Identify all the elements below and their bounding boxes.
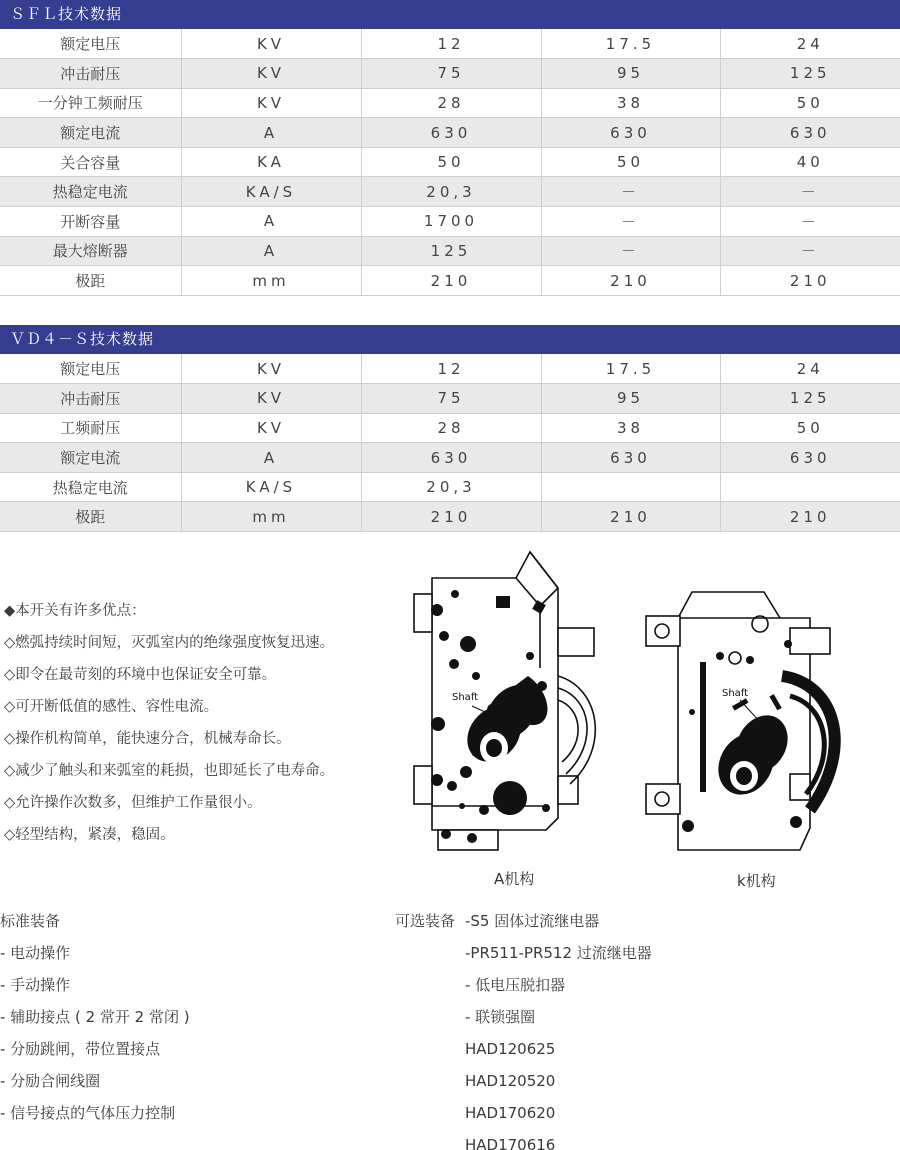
sfl-section [0, 0, 900, 296]
table-cell: A [181, 207, 361, 237]
table-cell: 24 [720, 29, 900, 59]
table-cell: A [181, 118, 361, 148]
table-cell: － [720, 177, 900, 207]
table-cell [720, 472, 900, 502]
table-row [0, 118, 900, 148]
optional-item: HAD170616 [465, 1136, 556, 1150]
table-cell: A [181, 236, 361, 266]
table-cell: 38 [541, 88, 720, 118]
table-cell: － [541, 236, 720, 266]
table-row [0, 207, 900, 237]
table-row [0, 236, 900, 266]
table-row [0, 88, 900, 118]
advantage-item: ◇轻型结构，紧凑，稳固。 [4, 827, 175, 843]
standard-item: - 分励合闸线圈 [0, 1072, 101, 1090]
table-cell: KV [181, 413, 361, 443]
table-row [0, 502, 900, 532]
optional-item: -PR511-PR512 过流继电器 [465, 944, 652, 962]
advantages-list [4, 600, 384, 856]
row-label: 额定电流 [0, 118, 181, 148]
table-cell: 75 [361, 59, 541, 89]
table-row [0, 354, 900, 384]
vd4-title: ＶＤ４－Ｓ技术数据 [0, 325, 900, 354]
table-cell: 38 [541, 413, 720, 443]
table-row [0, 384, 900, 414]
advantage-item: ◇燃弧持续时间短，灭弧室内的绝缘强度恢复迅速。 [4, 635, 335, 651]
table-cell: － [720, 236, 900, 266]
a-shaft-label: Shaft [452, 692, 479, 703]
table-cell: 28 [361, 413, 541, 443]
table-row [0, 147, 900, 177]
standard-item: - 信号接点的气体压力控制 [0, 1104, 176, 1122]
table-cell: 630 [361, 118, 541, 148]
table-cell: mm [181, 502, 361, 532]
table-cell: 50 [720, 413, 900, 443]
table-cell [541, 472, 720, 502]
row-label: 冲击耐压 [0, 384, 181, 414]
standard-item: - 电动操作 [0, 944, 71, 962]
table-cell: KV [181, 88, 361, 118]
table-cell: － [541, 177, 720, 207]
optional-item: HAD120520 [465, 1072, 556, 1090]
table-cell: － [541, 207, 720, 237]
table-cell: － [720, 207, 900, 237]
table-cell: 95 [541, 59, 720, 89]
advantage-item: ◆本开关有许多优点： [4, 603, 146, 619]
table-cell: 210 [541, 502, 720, 532]
table-cell: 17.5 [541, 354, 720, 384]
optional-title: 可选装备 [395, 912, 456, 930]
row-label: 冲击耐压 [0, 59, 181, 89]
table-cell: 28 [361, 88, 541, 118]
table-cell: 630 [720, 443, 900, 473]
row-label: 开断容量 [0, 207, 181, 237]
table-cell: KV [181, 354, 361, 384]
table-cell: 20,3 [361, 472, 541, 502]
table-cell: 75 [361, 384, 541, 414]
table-cell: 125 [720, 59, 900, 89]
table-cell: 12 [361, 29, 541, 59]
table-cell: KA [181, 147, 361, 177]
table-cell: 210 [361, 502, 541, 532]
table-cell: 24 [720, 354, 900, 384]
row-label: 热稳定电流 [0, 472, 181, 502]
table-cell: 210 [720, 266, 900, 296]
k-mechanism-caption: k机构 [737, 872, 776, 890]
table-cell: KV [181, 384, 361, 414]
row-label: 额定电压 [0, 354, 181, 384]
k-shaft-label: Shaft [722, 688, 749, 699]
table-row [0, 413, 900, 443]
table-cell: 17.5 [541, 29, 720, 59]
table-cell: 210 [361, 266, 541, 296]
table-cell: 20,3 [361, 177, 541, 207]
standard-item: - 手动操作 [0, 976, 71, 994]
sfl-title: ＳＦＬ技术数据 [0, 0, 900, 29]
table-cell: 50 [361, 147, 541, 177]
table-cell: 125 [361, 236, 541, 266]
table-row [0, 59, 900, 89]
row-label: 极距 [0, 502, 181, 532]
standard-title: 标准装备 [0, 912, 61, 930]
a-mechanism-caption: A机构 [494, 870, 535, 888]
vd4-section [0, 325, 900, 532]
table-cell: KA/S [181, 472, 361, 502]
k-mechanism-drawing [640, 588, 850, 853]
table-cell: 210 [720, 502, 900, 532]
table-cell: 210 [541, 266, 720, 296]
row-label: 一分钟工频耐压 [0, 88, 181, 118]
optional-item: HAD120625 [465, 1040, 556, 1058]
optional-equipment [465, 942, 885, 1150]
standard-equipment [0, 910, 380, 1134]
row-label: 额定电流 [0, 443, 181, 473]
row-label: 关合容量 [0, 147, 181, 177]
standard-item: - 辅助接点 ( 2 常开 2 常闭 ) [0, 1008, 190, 1026]
table-cell: 630 [720, 118, 900, 148]
row-label: 额定电压 [0, 29, 181, 59]
table-cell: 1700 [361, 207, 541, 237]
a-mechanism-drawing [410, 548, 615, 853]
table-cell: KV [181, 29, 361, 59]
table-cell: 50 [541, 147, 720, 177]
table-cell: 12 [361, 354, 541, 384]
advantage-item: ◇允许操作次数多，但维护工作量很小。 [4, 795, 262, 811]
table-row [0, 177, 900, 207]
row-label: 最大熔断器 [0, 236, 181, 266]
advantage-item: ◇减少了触头和来弧室的耗损，也即延长了电寿命。 [4, 763, 335, 779]
table-row [0, 443, 900, 473]
advantage-item: ◇即令在最苛刻的环境中也保证安全可靠。 [4, 667, 277, 683]
table-cell: KV [181, 59, 361, 89]
vd4-table [0, 354, 900, 532]
table-cell: 95 [541, 384, 720, 414]
table-cell: 50 [720, 88, 900, 118]
row-label: 极距 [0, 266, 181, 296]
optional-item: HAD170620 [465, 1104, 556, 1122]
table-row [0, 29, 900, 59]
table-cell: KA/S [181, 177, 361, 207]
row-label: 热稳定电流 [0, 177, 181, 207]
row-label: 工频耐压 [0, 413, 181, 443]
sfl-table [0, 29, 900, 296]
optional-item: - 联锁强圈 [465, 1008, 536, 1026]
table-cell: A [181, 443, 361, 473]
table-cell: 40 [720, 147, 900, 177]
advantage-item: ◇可开断低值的感性、容性电流。 [4, 699, 219, 715]
table-cell: 630 [541, 118, 720, 148]
advantage-item: ◇操作机构简单，能快速分合，机械寿命长。 [4, 731, 291, 747]
table-row [0, 472, 900, 502]
table-cell: 630 [541, 443, 720, 473]
optional-first-item: -S5 固体过流继电器 [465, 912, 600, 930]
table-row [0, 266, 900, 296]
table-cell: 630 [361, 443, 541, 473]
table-cell: mm [181, 266, 361, 296]
optional-item: - 低电压脱扣器 [465, 976, 566, 994]
standard-item: - 分励跳闸，带位置接点 [0, 1040, 161, 1058]
table-cell: 125 [720, 384, 900, 414]
